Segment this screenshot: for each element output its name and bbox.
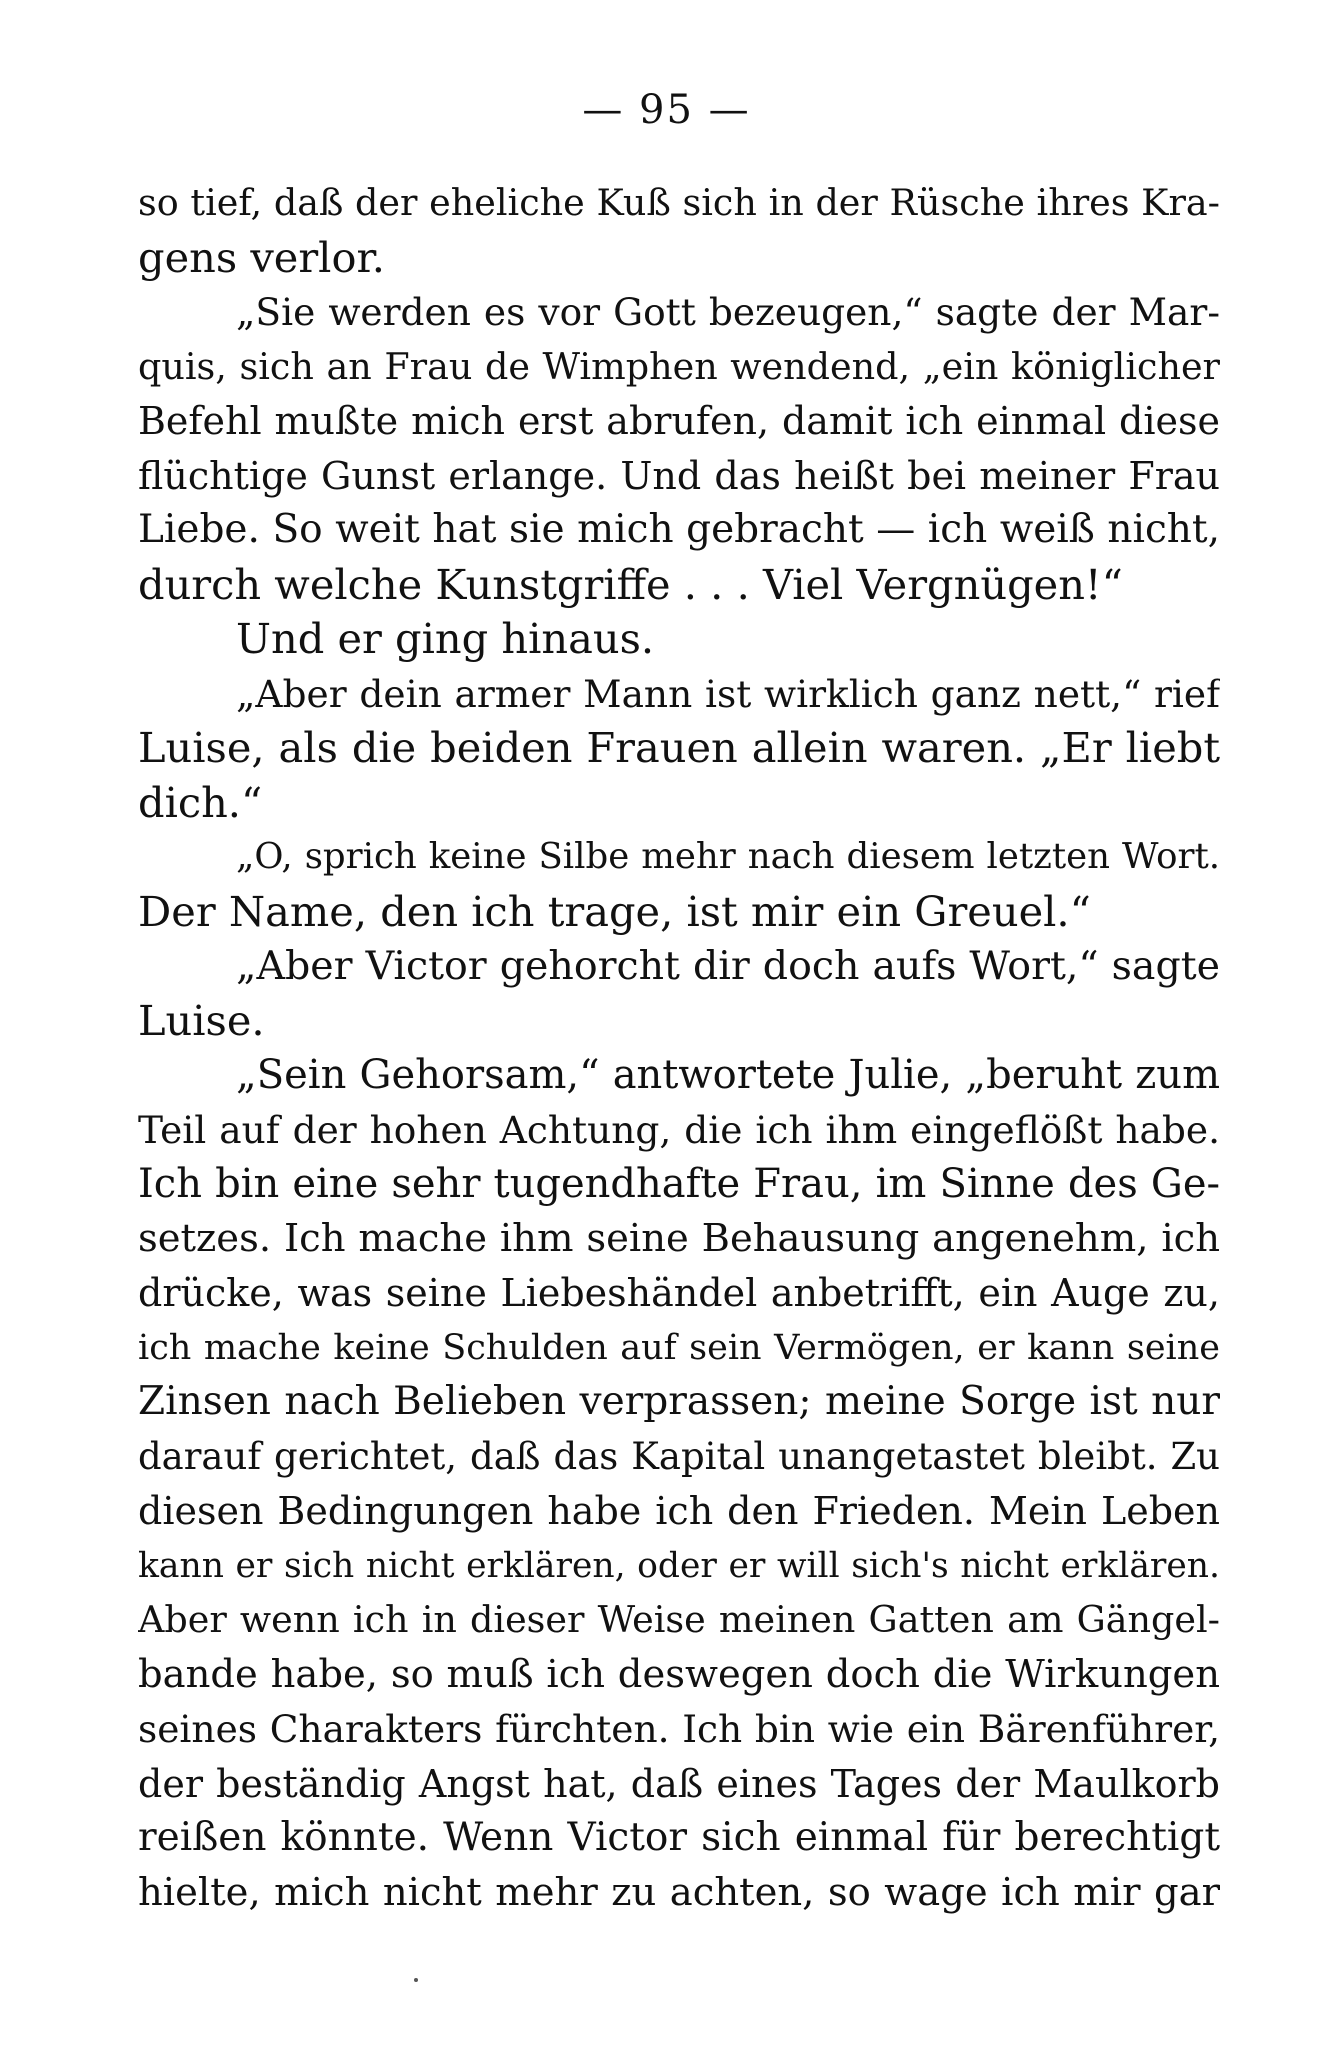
- text-line: „Aber dein armer Mann ist wirklich ganz nett,“ rief: [236, 671, 1220, 716]
- text-line: „Aber Victor gehorcht dir doch aufs Wort,“ sagte: [236, 943, 1220, 989]
- text-line: Teil auf der hohen Achtung, die ich ihm eingeflößt habe.: [138, 1107, 1220, 1152]
- text-line: Aber wenn ich in dieser Weise meinen Gatten am Gängel-: [138, 1598, 1220, 1641]
- text-line: reißen könnte. Wenn Victor sich einmal für berechtigt: [138, 1815, 1220, 1860]
- text-line: Der Name, den ich trage, ist mir ein Greuel.“: [138, 886, 1091, 936]
- text-line: ich mache keine Schulden auf sein Vermögen, er kann seine: [138, 1327, 1220, 1368]
- body-text: [138, 176, 1220, 1920]
- text-line: Zinsen nach Belieben verprassen; meine Sorge ist nur: [138, 1379, 1220, 1424]
- text-line: darauf gerichtet, daß das Kapital unangetastet bleibt. Zu: [138, 1434, 1220, 1478]
- text-line: Luise.: [138, 995, 265, 1045]
- text-line: dich.“: [138, 777, 263, 827]
- text-line: flüchtige Gunst erlange. Und das heißt bei meiner Frau: [138, 453, 1220, 498]
- text-line: „O, sprich keine Silbe mehr nach diesem letzten Wort.: [236, 836, 1220, 877]
- text-line: Luise, als die beiden Frauen allein waren. „Er liebt: [138, 723, 1220, 772]
- paper-speck: [414, 1978, 418, 1982]
- text-line: Und er ging hinaus.: [236, 614, 655, 663]
- text-line: kann er sich nicht erklären, oder er will sich's nicht erklären.: [138, 1545, 1220, 1586]
- text-line: der beständig Angst hat, daß eines Tages der Maulkorb: [138, 1761, 1220, 1806]
- text-line: durch welche Kunstgriffe . . . Viel Vergnügen!“: [138, 559, 1123, 609]
- page-number: — 95 —: [582, 87, 751, 133]
- text-line: diesen Bedingungen habe ich den Frieden. Mein Leben: [138, 1489, 1220, 1533]
- text-line: so tief, daß der eheliche Kuß sich in der Rüsche ihres Kra-: [138, 181, 1220, 224]
- text-line: „Sie werden es vor Gott bezeugen,“ sagte der Mar-: [236, 290, 1220, 334]
- text-line: setzes. Ich mache ihm seine Behausung angenehm, ich: [138, 1215, 1220, 1261]
- text-line: drücke, was seine Liebeshändel anbetrifft, ein Auge zu,: [138, 1271, 1220, 1315]
- text-line: „Sein Gehorsam,“ antwortete Julie, „beruht zum: [236, 1052, 1220, 1098]
- text-line: seines Charakters fürchten. Ich bin wie ein Bärenführer,: [138, 1707, 1220, 1751]
- text-line: hielte, mich nicht mehr zu achten, so wage ich mir gar: [138, 1869, 1220, 1915]
- text-line: Liebe. So weit hat sie mich gebracht — ich weiß nicht,: [138, 507, 1220, 552]
- text-line: gens verlor.: [138, 232, 385, 282]
- text-line: bande habe, so muß ich deswegen doch die Wirkungen: [138, 1651, 1220, 1697]
- text-line: Ich bin eine sehr tugendhafte Frau, im Sinne des Ge-: [138, 1161, 1220, 1207]
- text-line: quis, sich an Frau de Wimphen wendend, „ein königlicher: [138, 344, 1220, 388]
- text-line: Befehl mußte mich erst abrufen, damit ich einmal diese: [138, 399, 1220, 443]
